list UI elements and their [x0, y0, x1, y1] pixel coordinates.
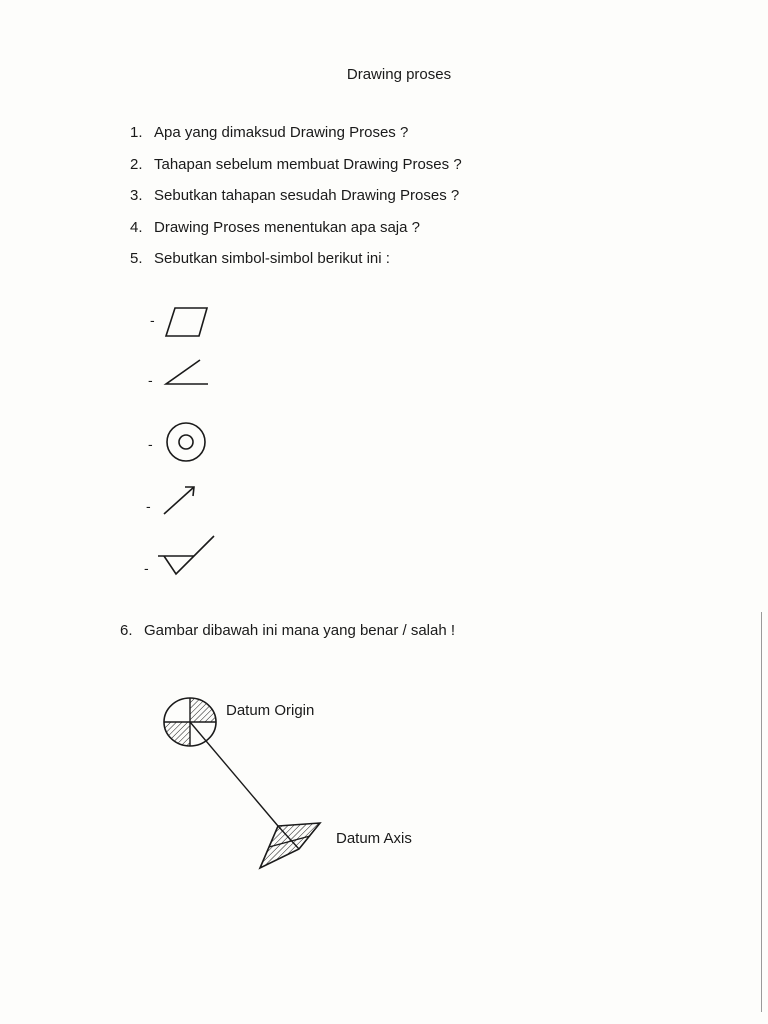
angle-icon — [160, 356, 212, 390]
symbol-dash: - — [148, 372, 153, 388]
datum-axis-label: Datum Axis — [336, 830, 412, 847]
checkmark-triangle-icon — [156, 532, 220, 580]
question-text: Gambar dibawah ini mana yang benar / salah ! — [144, 622, 456, 639]
question-number: 3. — [130, 187, 143, 204]
question-item — [130, 154, 462, 186]
arrow-icon — [158, 482, 200, 518]
question-text: Tahapan sebelum membuat Drawing Proses ? — [154, 155, 462, 173]
symbol-dash: - — [144, 560, 149, 576]
question-text: Sebutkan simbol-simbol berikut ini : — [154, 250, 390, 267]
question-item — [130, 185, 462, 217]
question-list — [130, 122, 462, 280]
connector-line — [190, 722, 278, 826]
symbol-dash: - — [150, 312, 155, 328]
question-item — [120, 622, 455, 639]
question-text: Sebutkan tahapan sesudah Drawing Proses ? — [154, 187, 460, 204]
question-text: Apa yang dimaksud Drawing Proses ? — [154, 124, 409, 141]
question-number: 2. — [130, 155, 143, 173]
scan-edge-line — [761, 612, 762, 1012]
question-text: Drawing Proses menentukan apa saja ? — [154, 218, 420, 236]
question-number: 6. — [120, 622, 133, 639]
concentric-circles-icon — [162, 420, 210, 464]
datum-origin-icon — [164, 698, 216, 746]
symbol-dash: - — [148, 436, 153, 452]
question-number: 1. — [130, 124, 143, 141]
question-item — [130, 217, 462, 249]
question-item — [130, 248, 462, 280]
datum-origin-label: Datum Origin — [226, 702, 315, 719]
question-number: 5. — [130, 250, 143, 267]
page-title: Drawing proses — [346, 66, 452, 83]
question-item — [130, 122, 462, 154]
symbol-dash: - — [146, 498, 151, 514]
parallelogram-icon — [162, 304, 212, 340]
datum-axis-icon — [260, 823, 320, 868]
question-number: 4. — [130, 218, 143, 236]
